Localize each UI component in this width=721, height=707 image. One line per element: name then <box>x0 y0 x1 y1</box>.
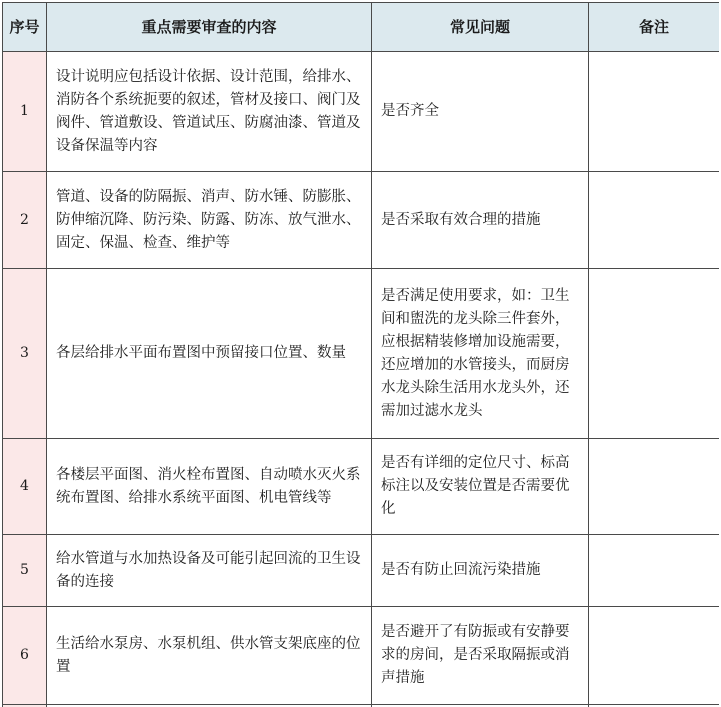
common-problem: 是否满足使用要求，如：卫生间和盥洗的龙头除三件套外，应根据精装修增加设施需要，还应增加的水管接头，而厨房水龙头除生活用水龙头外，还需加过滤水龙头 <box>372 269 589 439</box>
note-cell <box>589 52 720 172</box>
table-row <box>3 535 720 607</box>
row-number: 4 <box>3 439 47 535</box>
review-content: 设计说明应包括设计依据、设计范围，给排水、消防各个系统扼要的叙述，管材及接口、阀门及阀件、管道敷设、管道试压、防腐油漆、管道及设备保温等内容 <box>47 52 372 172</box>
common-problem: 是否有详细的定位尺寸、标高标注以及安装位置是否需要优化 <box>372 439 589 535</box>
table-header-row <box>3 3 720 52</box>
row-number: 5 <box>3 535 47 607</box>
review-content: 各层给排水平面布置图中预留接口位置、数量 <box>47 269 372 439</box>
note-cell <box>589 269 720 439</box>
note-cell <box>589 535 720 607</box>
table-row <box>3 172 720 269</box>
note-cell <box>589 172 720 269</box>
common-problem: 是否采取有效合理的措施 <box>372 172 589 269</box>
common-problem: 是否避开了有防振或有安静要求的房间，是否采取隔振或消声措施 <box>372 607 589 705</box>
review-content: 给水管道与水加热设备及可能引起回流的卫生设备的连接 <box>47 535 372 607</box>
table-row <box>3 439 720 535</box>
table-row <box>3 607 720 705</box>
note-cell <box>589 439 720 535</box>
row-number: 2 <box>3 172 47 269</box>
row-number: 3 <box>3 269 47 439</box>
review-table-container <box>2 2 719 707</box>
review-table <box>2 2 719 707</box>
header-note: 备注 <box>589 3 720 52</box>
common-problem: 是否齐全 <box>372 52 589 172</box>
header-problem: 常见问题 <box>372 3 589 52</box>
table-row <box>3 269 720 439</box>
review-content: 管道、设备的防隔振、消声、防水锤、防膨胀、防伸缩沉降、防污染、防露、防冻、放气泄水、固定、保温、检查、维护等 <box>47 172 372 269</box>
common-problem: 是否有防止回流污染措施 <box>372 535 589 607</box>
review-content: 生活给水泵房、水泵机组、供水管支架底座的位置 <box>47 607 372 705</box>
row-number: 1 <box>3 52 47 172</box>
review-content: 各楼层平面图、消火栓布置图、自动喷水灭火系统布置图、给排水系统平面图、机电管线等 <box>47 439 372 535</box>
header-number: 序号 <box>3 3 47 52</box>
table-row <box>3 52 720 172</box>
header-content: 重点需要审查的内容 <box>47 3 372 52</box>
row-number: 6 <box>3 607 47 705</box>
note-cell <box>589 607 720 705</box>
